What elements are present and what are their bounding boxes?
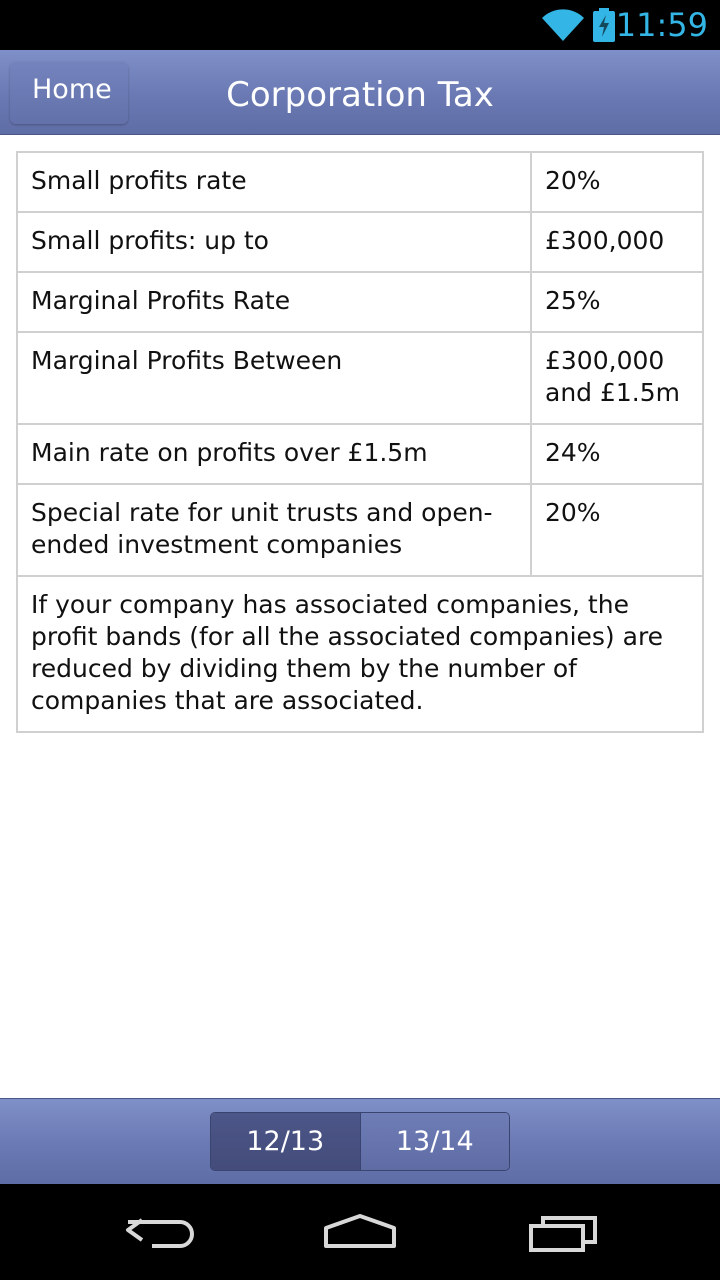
row-label: Marginal Profits Between: [17, 332, 531, 424]
row-label: Main rate on profits over £1.5m: [17, 424, 531, 484]
back-icon[interactable]: [120, 1210, 200, 1254]
row-value: 20%: [531, 484, 703, 576]
home-button[interactable]: Home: [10, 62, 128, 124]
system-nav-bar: [0, 1184, 720, 1280]
table-row: [17, 212, 703, 272]
wifi-icon: [540, 8, 586, 42]
bottom-toolbar: [0, 1098, 720, 1184]
battery-charging-icon: [592, 8, 616, 42]
tax-year-selector: [210, 1112, 510, 1171]
recent-apps-icon[interactable]: [525, 1210, 605, 1254]
table-row: [17, 424, 703, 484]
content-area: [0, 135, 720, 1098]
tax-rates-table: [16, 151, 704, 733]
page-title: Corporation Tax: [226, 75, 494, 115]
home-icon[interactable]: [320, 1210, 400, 1254]
table-note-row: [17, 576, 703, 732]
table-row: [17, 272, 703, 332]
table-row: [17, 152, 703, 212]
row-value: 25%: [531, 272, 703, 332]
table-row: [17, 484, 703, 576]
table-row: [17, 332, 703, 424]
tax-year-tab-13-14[interactable]: 13/14: [360, 1113, 510, 1170]
row-label: Marginal Profits Rate: [17, 272, 531, 332]
app-header: [0, 50, 720, 135]
status-clock: 11:59: [615, 6, 708, 44]
status-bar: [0, 0, 720, 50]
row-value: £300,000 and £1.5m: [531, 332, 703, 424]
row-label: Small profits: up to: [17, 212, 531, 272]
row-value: 24%: [531, 424, 703, 484]
row-value: £300,000: [531, 212, 703, 272]
tax-year-tab-12-13[interactable]: 12/13: [211, 1113, 360, 1170]
row-value: 20%: [531, 152, 703, 212]
associated-companies-note: If your company has associated companies, the profit bands (for all the associated companies) are reduced by dividing them by the number of companies that are associated.: [17, 576, 703, 732]
row-label: Special rate for unit trusts and open-ended investment companies: [17, 484, 531, 576]
row-label: Small profits rate: [17, 152, 531, 212]
